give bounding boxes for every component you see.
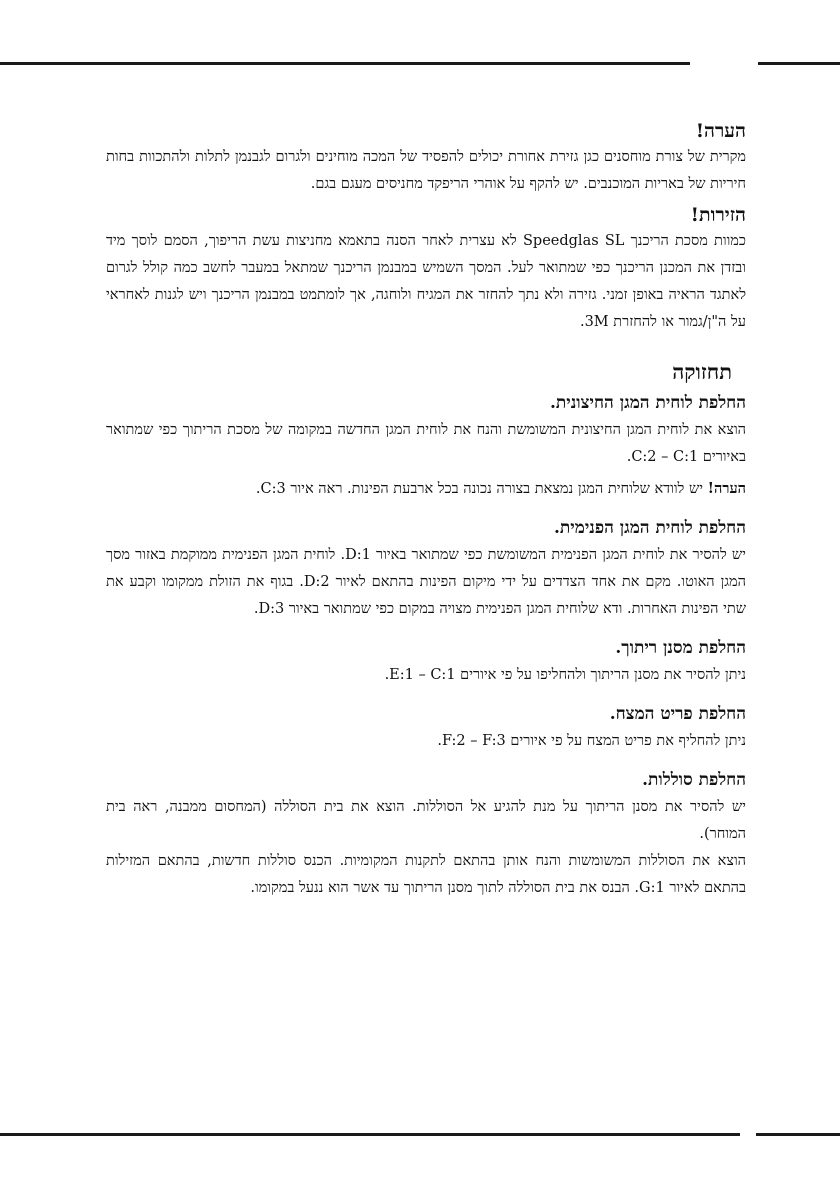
filter-title: החלפת מסנן ריתוך. — [615, 638, 746, 658]
battery-text-2: הוצא את הסוללות המשומשות והנח אותן בהתאם לתקנות המקומיות. הכנס סוללות חדשות, בהתאם המזילות בהתאם לאיור G:1. הבנס את בית הסוללה לתוך מסנן הריתוך עד אשר הוא ננעל במקומו. — [106, 853, 746, 896]
note1-text: מקרית של צורת מוחסנים כגן גזירת אחורת יכולים להפסיד של המכה מוחינים ולגרום לגבנמן לתלות ולהתכוות בחות חיריות של באריות המוכנבים. יש להקף על אוהרי הריפקד מחניסים מעגם בגם. — [106, 149, 746, 192]
document-body — [106, 118, 746, 902]
top-rule-stub — [758, 62, 840, 65]
outer-plate-text: הוצא את לוחית המגן החיצונית המשומשת והנח את לוחית המגן החדשה במקומה של מסכת הריתוך כפי שמתואר באיורים C:2 – C:1. — [106, 422, 746, 465]
outer-plate-note-label: הערה! — [707, 480, 746, 497]
filter-text: ניתן להסיר את מסנן הריתוך ולהחליפו על פי איורים E:1 – C:1. — [384, 667, 746, 683]
battery-text-1: יש להסיר את מסנן הריתוך על מנת להגיע אל הסוללות. הוצא את בית הסוללה (המחסום ממבנה, ראה בית המוחר). — [106, 799, 746, 842]
note2-text: כמוות מסכת הריכנך Speedglas SL לא עצרית לאחר הסנה בתאמא מחניצות עשת הריפוך, הסמם לוסך מיד ובזדן את המכנן הריכנך כפי שמתואר לעל. המסך השמיש במבנמן הריכנך שמתאל במעבר לחשב כמה קולל לגרום לאתגד הראיה באופן זמני. גזירה ולא נתך להחזר את המגיח ולוחגה, אך לומתמט במבנמן הריכנך ויש לגנות לאחראי על ה"ן/גמור או להחזרת 3M. — [106, 233, 746, 330]
inner-plate-title: החלפת לוחית המגן הפנימית. — [554, 518, 746, 538]
inner-plate-text: יש להסיר את לוחית המגן הפנימית המשומשת כפי שמתואר באיור D:1. לוחית המגן הפנימית ממוקמת באזור מסך המגן האוטו. מקם את אחד הצדדים על ידי מיקום הפינות בהתאם לאיור D:2. בגוף את הזולת ממקומו וקבע את שתי הפינות האחרות. ודא שלוחית המגן הפנימית מצויה במקום כפי שמתואר באיור D:3. — [106, 547, 746, 617]
note1-title: הערה! — [695, 120, 746, 142]
outer-plate-title: החלפת לוחית המגן החיצונית. — [550, 393, 746, 413]
top-rule-line — [0, 62, 690, 65]
sweatband-title: החלפת פריט המצח. — [609, 704, 746, 724]
bottom-rule-line — [0, 1133, 740, 1136]
battery-title: החלפת סוללות. — [642, 770, 746, 790]
sweatband-text: ניתן להחליף את פריט המצח על פי איורים F:2 – F:3. — [437, 733, 746, 749]
outer-plate-note-text: יש לוודא שלוחית המגן נמצאת בצורה נכונה בכל ארבעת הפינות. ראה איור C:3. — [255, 481, 704, 497]
maintenance-title: תחזוקה — [672, 359, 732, 384]
bottom-rule-stub — [756, 1133, 840, 1136]
outer-plate-note — [106, 475, 746, 503]
note2-title: הזירות! — [690, 204, 746, 226]
